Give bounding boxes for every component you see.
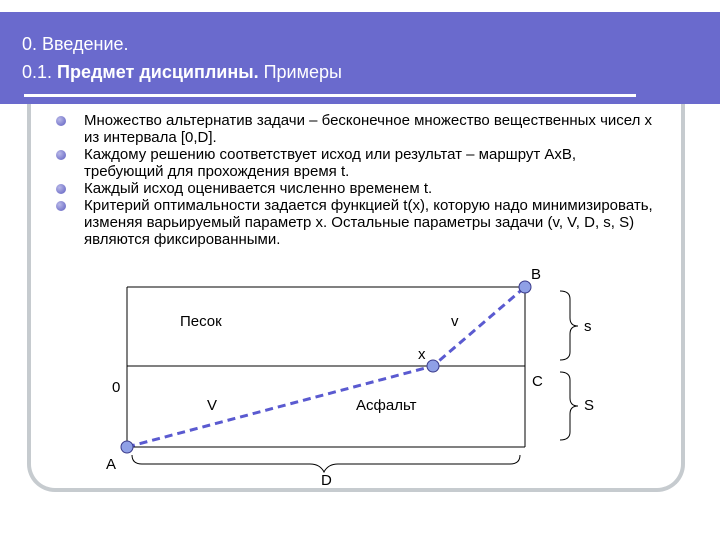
bullet-text: Каждый исход оценивается численно временем t. xyxy=(84,180,433,197)
label-b: B xyxy=(531,266,542,283)
label-origin: 0 xyxy=(112,379,121,396)
label-c: C xyxy=(532,373,543,390)
point-b-marker xyxy=(519,281,531,293)
bullet-text: Каждому решению соответствует исход или результат – маршрут AxB, требующий для прохождения время t. xyxy=(84,146,577,180)
route-path xyxy=(127,287,525,447)
label-sand: Песок xyxy=(180,313,222,330)
label-speed-V: V xyxy=(207,397,218,414)
label-d: D xyxy=(321,472,332,489)
brace-S xyxy=(560,372,578,440)
point-a-marker xyxy=(121,441,133,453)
subsection-suffix: Примеры xyxy=(263,62,342,82)
bullet-text: Множество альтернатив задачи – бесконечное множество вещественных чисел x из интервала [0,D]. xyxy=(84,112,653,146)
bullet-text: Критерий оптимальности задается функцией t(x), которую надо минимизировать, изменяя варьируемый параметр x. Остальные параметры задачи (v, V, D, s, S) являются фиксированными. xyxy=(84,197,653,248)
section-title: 0. Введение. xyxy=(22,34,129,54)
subsection-name: Предмет дисциплины. xyxy=(57,62,259,82)
subsection-number: 0.1. xyxy=(22,62,53,82)
label-speed-v: v xyxy=(451,313,459,330)
label-s: s xyxy=(584,318,592,335)
label-x: x xyxy=(418,346,426,363)
label-asphalt: Асфальт xyxy=(356,397,417,414)
label-a: A xyxy=(106,456,117,473)
point-x-marker xyxy=(427,360,439,372)
label-S: S xyxy=(584,397,595,414)
brace-s xyxy=(560,291,578,360)
brace-D xyxy=(132,455,520,472)
